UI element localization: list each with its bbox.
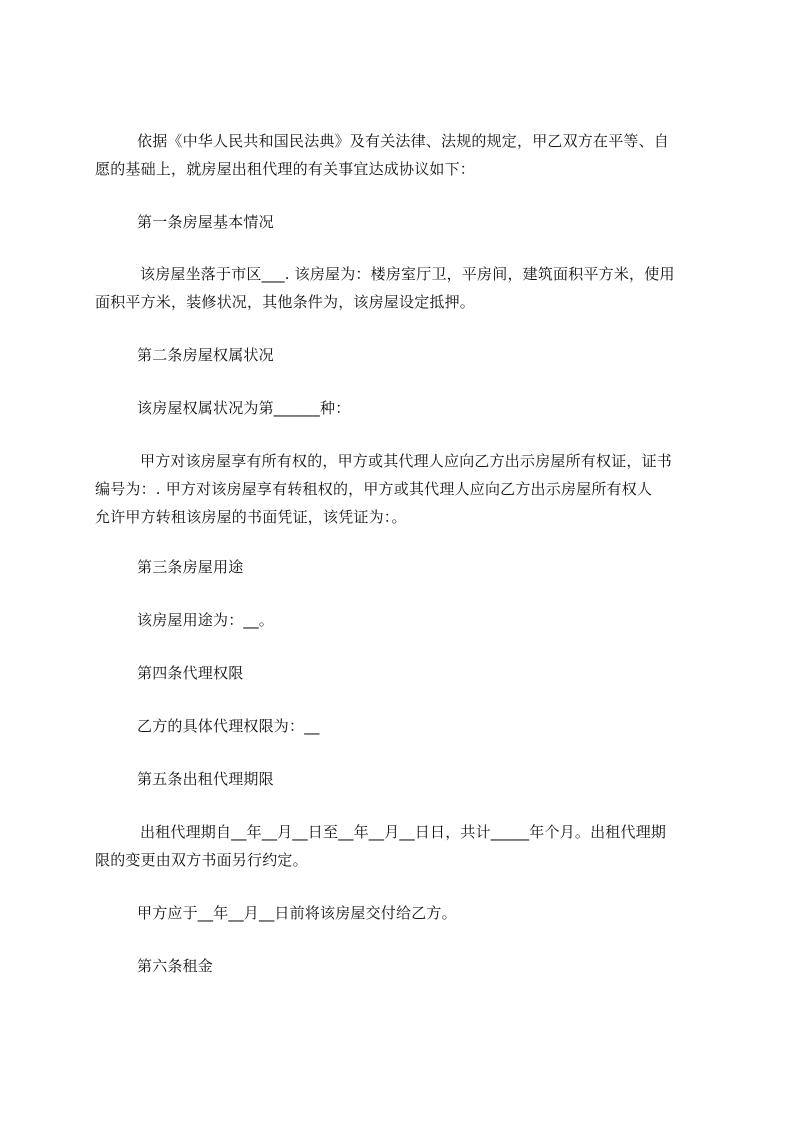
article-5-heading: 第五条出租代理期限 bbox=[137, 770, 274, 788]
preamble-line-2: 愿的基础上，就房屋出租代理的有关事宜达成协议如下： bbox=[95, 160, 476, 178]
article-5-line-1: 出租代理期自__年__月__日至__年__月__日日，共计_____年个月。出租代理期 bbox=[140, 823, 667, 841]
article-3-heading: 第三条房屋用途 bbox=[137, 558, 244, 576]
article-2-line-2: 甲方对该房屋享有所有权的，甲方或其代理人应向乙方出示房屋所有权证，证书 bbox=[140, 452, 673, 470]
article-3-line-1: 该房屋用途为：__。 bbox=[137, 611, 275, 629]
article-1-line-1: 该房屋坐落于市区___. 该房屋为：楼房室厅卫，平房间，建筑面积平方米，使用 bbox=[140, 265, 675, 283]
article-5-line-2: 限的变更由双方书面另行约定。 bbox=[95, 851, 308, 869]
article-2-line-4: 允许甲方转租该房屋的书面凭证，该凭证为：。 bbox=[95, 508, 407, 526]
article-5-line-3: 甲方应于__年__月__日前将该房屋交付给乙方。 bbox=[137, 904, 457, 922]
article-1-heading: 第一条房屋基本情况 bbox=[137, 213, 274, 231]
article-2-line-3: 编号为：. 甲方对该房屋享有转租权的，甲方或其代理人应向乙方出示房屋所有权人 bbox=[95, 480, 653, 498]
article-4-line-1: 乙方的具体代理权限为：__ bbox=[137, 717, 320, 735]
article-2-line-1: 该房屋权属状况为第______种： bbox=[137, 399, 351, 417]
article-1-line-2: 面积平方米，装修状况，其他条件为，该房屋设定抵押。 bbox=[95, 293, 476, 311]
article-6-heading: 第六条租金 bbox=[137, 957, 214, 975]
preamble-line-1: 依据《中华人民共和国民法典》及有关法律、法规的规定，甲乙双方在平等、自 bbox=[137, 132, 670, 150]
article-2-heading: 第二条房屋权属状况 bbox=[137, 346, 274, 364]
article-4-heading: 第四条代理权限 bbox=[137, 664, 244, 682]
